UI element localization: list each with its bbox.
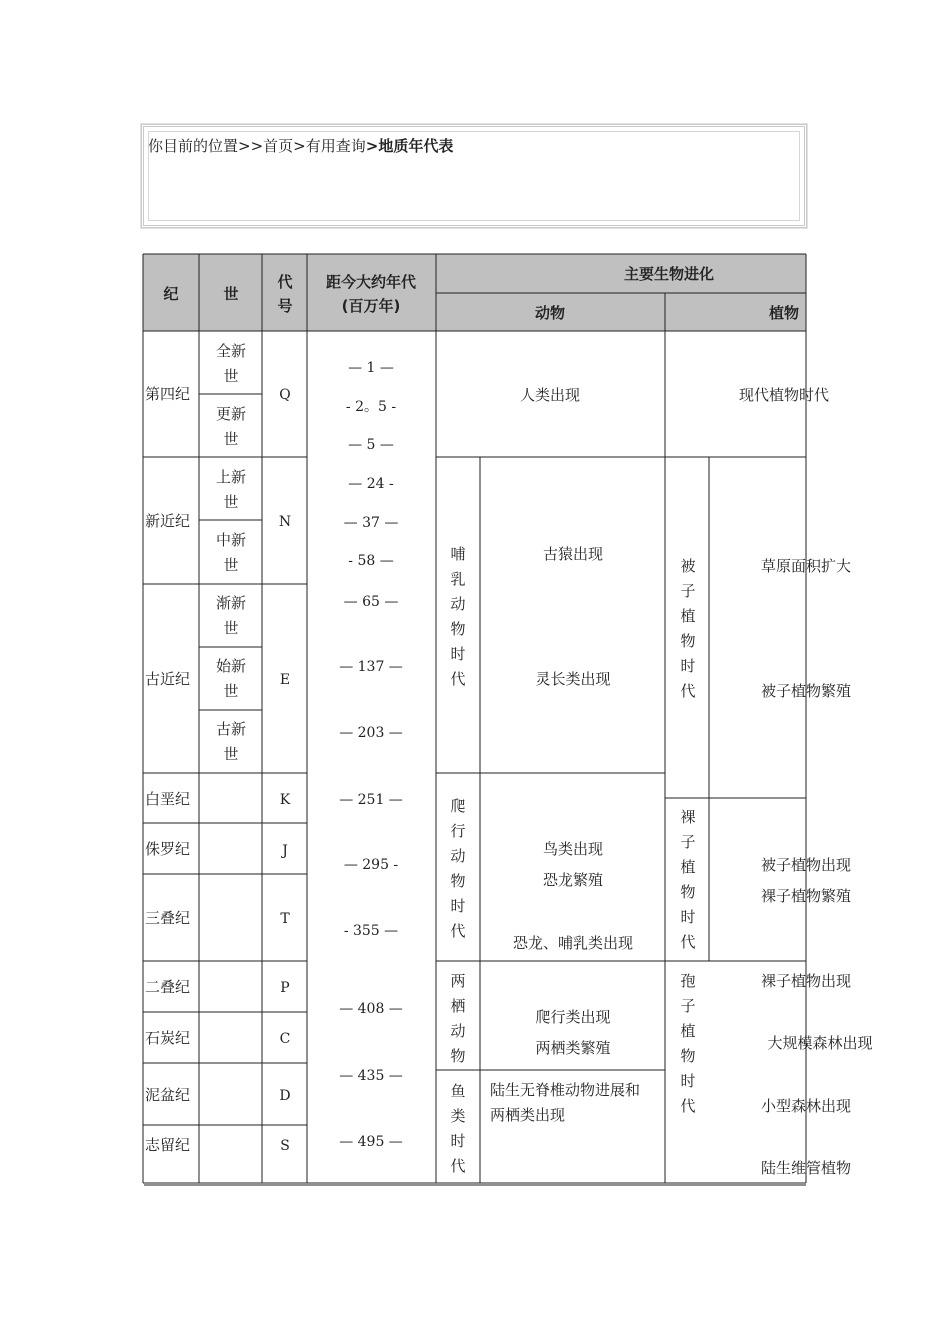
animal-era: 类: [450, 1107, 466, 1125]
epoch-name: 渐新: [215, 594, 247, 612]
period-code: P: [280, 980, 290, 996]
animal-era: 时: [450, 897, 466, 915]
epoch-name: 始新: [215, 657, 247, 675]
header-age: 距今大约年代: [325, 273, 417, 291]
breadcrumb-separator: >: [293, 137, 306, 155]
animal-event: 恐龙、哺乳类出现: [512, 934, 634, 952]
animal-era: 物: [450, 1047, 466, 1065]
header-animals: 动物: [534, 304, 566, 322]
header-evolution: 主要生物进化: [623, 265, 715, 283]
animal-era: 行: [450, 822, 466, 840]
plant-era: 裸: [680, 808, 696, 826]
animal-era: 栖: [450, 997, 466, 1015]
breadcrumb-section-link[interactable]: 有用查询: [305, 137, 366, 155]
epoch-name: 世: [223, 556, 239, 574]
plant-era: 时: [680, 657, 696, 675]
header-plants: 植物: [768, 304, 800, 322]
period-code: C: [279, 1031, 291, 1047]
plant-event: 现代植物时代: [738, 386, 830, 404]
period-name: 志留纪: [144, 1136, 190, 1154]
plant-era: 物: [680, 883, 696, 901]
period-name: 古近纪: [144, 670, 190, 688]
animal-era: 代: [450, 670, 466, 688]
animal-event: 两栖类繁殖: [535, 1039, 611, 1057]
epoch-name: 全新: [215, 342, 247, 360]
age-marker: — 65 —: [343, 594, 399, 610]
epoch-name: 世: [223, 682, 239, 700]
plant-era: 孢: [680, 972, 696, 990]
plant-event: 被子植物繁殖: [760, 682, 852, 700]
animal-event: 恐龙繁殖: [542, 871, 604, 889]
age-marker: — 137 —: [339, 659, 403, 675]
plant-era: 代: [680, 933, 696, 951]
plant-event: 大规模森林出现: [767, 1034, 873, 1052]
epoch-name: 中新: [215, 531, 247, 549]
header-epoch: 世: [223, 285, 239, 303]
epoch-name: 古新: [215, 720, 247, 738]
header-period: 纪: [163, 285, 179, 303]
breadcrumb-separator: >: [365, 137, 379, 155]
epoch-name: 世: [223, 367, 239, 385]
animal-event: 灵长类出现: [535, 670, 611, 688]
plant-era: 代: [680, 1097, 696, 1115]
animal-event: 爬行类出现: [535, 1008, 611, 1026]
epoch-name: 上新: [215, 468, 247, 486]
period-code: K: [279, 792, 291, 808]
age-marker: — 5 —: [348, 437, 394, 453]
plant-era: 代: [680, 682, 696, 700]
plant-era: 物: [680, 1047, 696, 1065]
plant-era: 子: [680, 582, 696, 600]
animal-era: 哺: [450, 545, 466, 563]
age-marker: - 355 —: [343, 923, 399, 939]
period-name: 三叠纪: [144, 909, 190, 927]
breadcrumb-prefix: 你目前的位置: [148, 137, 239, 155]
breadcrumb-home-link[interactable]: 首页: [263, 137, 294, 155]
plant-event: 陆生维管植物: [760, 1159, 852, 1177]
period-code: T: [280, 911, 290, 927]
epoch-name: 更新: [215, 405, 247, 423]
animal-era: 代: [450, 1157, 466, 1175]
animal-event: 两栖类出现: [490, 1106, 566, 1124]
header-age: (百万年): [341, 297, 401, 315]
animal-event: 陆生无脊椎动物进展和: [490, 1081, 641, 1099]
plant-era: 子: [680, 833, 696, 851]
age-marker: — 203 —: [339, 725, 403, 741]
period-code: Q: [279, 387, 291, 403]
animal-era: 爬: [450, 797, 466, 815]
plant-era: 时: [680, 1072, 696, 1090]
plant-era: 植: [680, 858, 696, 876]
period-code: N: [278, 514, 292, 530]
plant-era: 时: [680, 908, 696, 926]
plant-era: 子: [680, 997, 696, 1015]
plant-era: 植: [680, 1022, 696, 1040]
period-name: 侏罗纪: [144, 840, 190, 858]
epoch-name: 世: [223, 745, 239, 763]
age-marker: — 295 -: [343, 857, 399, 873]
epoch-name: 世: [223, 430, 239, 448]
animal-era: 物: [450, 620, 466, 638]
plant-event: 小型森林出现: [760, 1097, 852, 1115]
animal-era: 物: [450, 872, 466, 890]
period-code: S: [280, 1138, 290, 1154]
age-marker: — 435 —: [339, 1068, 403, 1084]
animal-era: 动: [450, 1022, 466, 1040]
animal-event: 鸟类出现: [542, 840, 604, 858]
period-name: 石炭纪: [144, 1029, 190, 1047]
animal-era: 时: [450, 1132, 466, 1150]
animal-event: 人类出现: [519, 386, 581, 404]
plant-event: 裸子植物出现: [760, 972, 852, 990]
animal-era: 代: [450, 922, 466, 940]
epoch-name: 世: [223, 493, 239, 511]
period-name: 第四纪: [144, 385, 190, 403]
age-marker: - 58 —: [348, 553, 394, 569]
animal-event: 古猿出现: [542, 545, 604, 563]
period-code: D: [279, 1088, 291, 1104]
plant-era: 植: [680, 607, 696, 625]
age-marker: — 251 —: [339, 792, 403, 808]
age-marker: - 2。5 -: [345, 399, 397, 415]
age-marker: — 408 —: [339, 1001, 403, 1017]
header-code: 代: [277, 273, 293, 291]
animal-era: 时: [450, 645, 466, 663]
breadcrumb-separator: >>: [238, 137, 264, 155]
period-name: 白垩纪: [144, 790, 190, 808]
plant-event: 裸子植物繁殖: [760, 887, 852, 905]
period-name: 二叠纪: [144, 978, 190, 996]
age-marker: — 495 —: [339, 1134, 403, 1150]
epoch-name: 世: [223, 619, 239, 637]
breadcrumb-current: 地质年代表: [378, 137, 454, 155]
animal-era: 动: [450, 595, 466, 613]
age-marker: — 1 —: [348, 360, 394, 376]
plant-event: 草原面积扩大: [760, 557, 852, 575]
period-code: E: [279, 672, 291, 688]
animal-era: 两: [450, 972, 466, 990]
animal-era: 动: [450, 847, 466, 865]
plant-era: 被: [680, 557, 696, 575]
animal-era: 鱼: [450, 1082, 466, 1100]
period-name: 新近纪: [144, 512, 190, 530]
plant-event: 被子植物出现: [760, 856, 852, 874]
age-marker: — 37 —: [343, 515, 399, 531]
animal-era: 乳: [450, 570, 466, 588]
age-marker: — 24 -: [348, 476, 394, 492]
header-code: 号: [277, 297, 293, 315]
period-code: J: [282, 843, 288, 859]
plant-era: 物: [680, 632, 696, 650]
period-name: 泥盆纪: [144, 1086, 190, 1104]
